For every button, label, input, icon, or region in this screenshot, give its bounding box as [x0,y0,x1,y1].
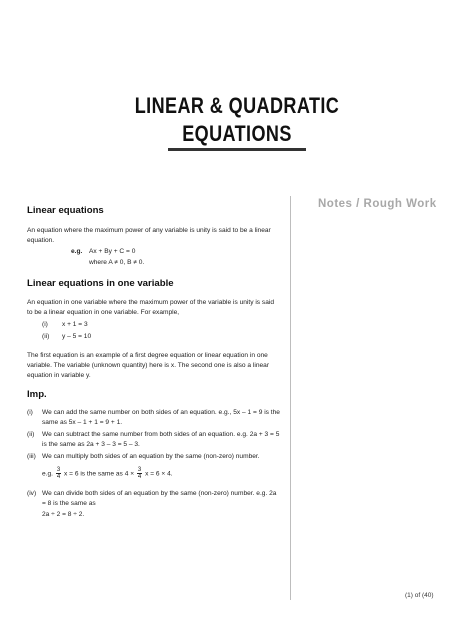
imp-item-ii-line-1: We can subtract the same number from both sides of an equation. e.g. 2a + 3 = 5 [42,431,280,438]
imp-item-iv-label: (iv) [27,490,37,497]
imp-item-i-label: (i) [27,409,33,416]
example-item-1-label: (i) [42,321,48,328]
page-title-line-1: LINEAR & QUADRATIC [134,93,340,118]
heading-imp: Imp. [27,389,47,400]
imp-item-iv-line-1: We can divide both sides of an equation by the same (non-zero) number. e.g. 2a [42,490,277,497]
notes-divider [290,196,291,600]
one-var-para2-line-1: The first equation is an example of a first degree equation or linear equation in one [27,352,268,359]
linear-para-line-2: equation. [27,237,55,244]
imp-item-i-line-2: same as 5x – 1 + 1 = 9 + 1. [42,419,123,426]
iii-eg-mid: x = 6 is the same as [64,470,123,478]
example-item-1: x + 1 = 3 [62,321,88,328]
one-var-para2-line-3: equation in variable y. [27,372,91,379]
imp-item-iv-line-2: = 8 is the same as [42,500,96,507]
fraction-three-quarters: $\frac{3}{4}$ [56,467,61,480]
imp-item-iii-label: (iii) [27,453,36,460]
heading-linear-equations: Linear equations [27,205,104,216]
example-item-2-label: (ii) [42,333,50,340]
imp-item-iv-line-3: 2a ÷ 2 = 8 ÷ 2. [42,511,85,518]
heading-one-variable: Linear equations in one variable [27,278,174,289]
iii-eg-label: e.g. [42,470,53,478]
iii-eg-post: x = 6 × 4. [145,470,173,478]
imp-item-iii-example [42,467,173,480]
iii-eg-mid2: 4 × [124,470,135,478]
page-title-line-2: EQUATIONS [182,121,292,146]
title-underline [168,148,306,151]
imp-item-ii-label: (ii) [27,431,35,438]
one-var-para-line-1: An equation in one variable where the maximum power of the variable is unity is said [27,299,275,306]
example-equation: Ax + By + C = 0 [89,248,136,255]
one-var-para2-line-2: variable. The variable (unknown quantity) here is x. The second one is also a linear [27,362,270,369]
notes-label: Notes / Rough Work [318,198,437,210]
page-number: (1) of (40) [405,592,434,599]
imp-item-i-line-1: We can add the same number on both sides of an equation. e.g., 5x – 1 = 9 is the [42,409,280,416]
example-label: e.g. [71,248,83,255]
imp-item-iii-line-1: We can multiply both sides of an equation by the same (non-zero) number. [42,453,260,460]
linear-para-line-1: An equation where the maximum power of any variable is unity is said to be a linear [27,227,271,234]
example-where: where A ≠ 0, B ≠ 0. [89,259,145,266]
example-item-2: y – 5 = 10 [62,333,92,340]
fraction-three-quarters-2: $\frac{3}{4}$ [137,467,142,480]
one-var-para-line-2: to be a linear equation in one variable. For example, [27,309,180,316]
imp-item-ii-line-2: is the same as 2a + 3 – 3 = 5 – 3. [42,441,140,448]
